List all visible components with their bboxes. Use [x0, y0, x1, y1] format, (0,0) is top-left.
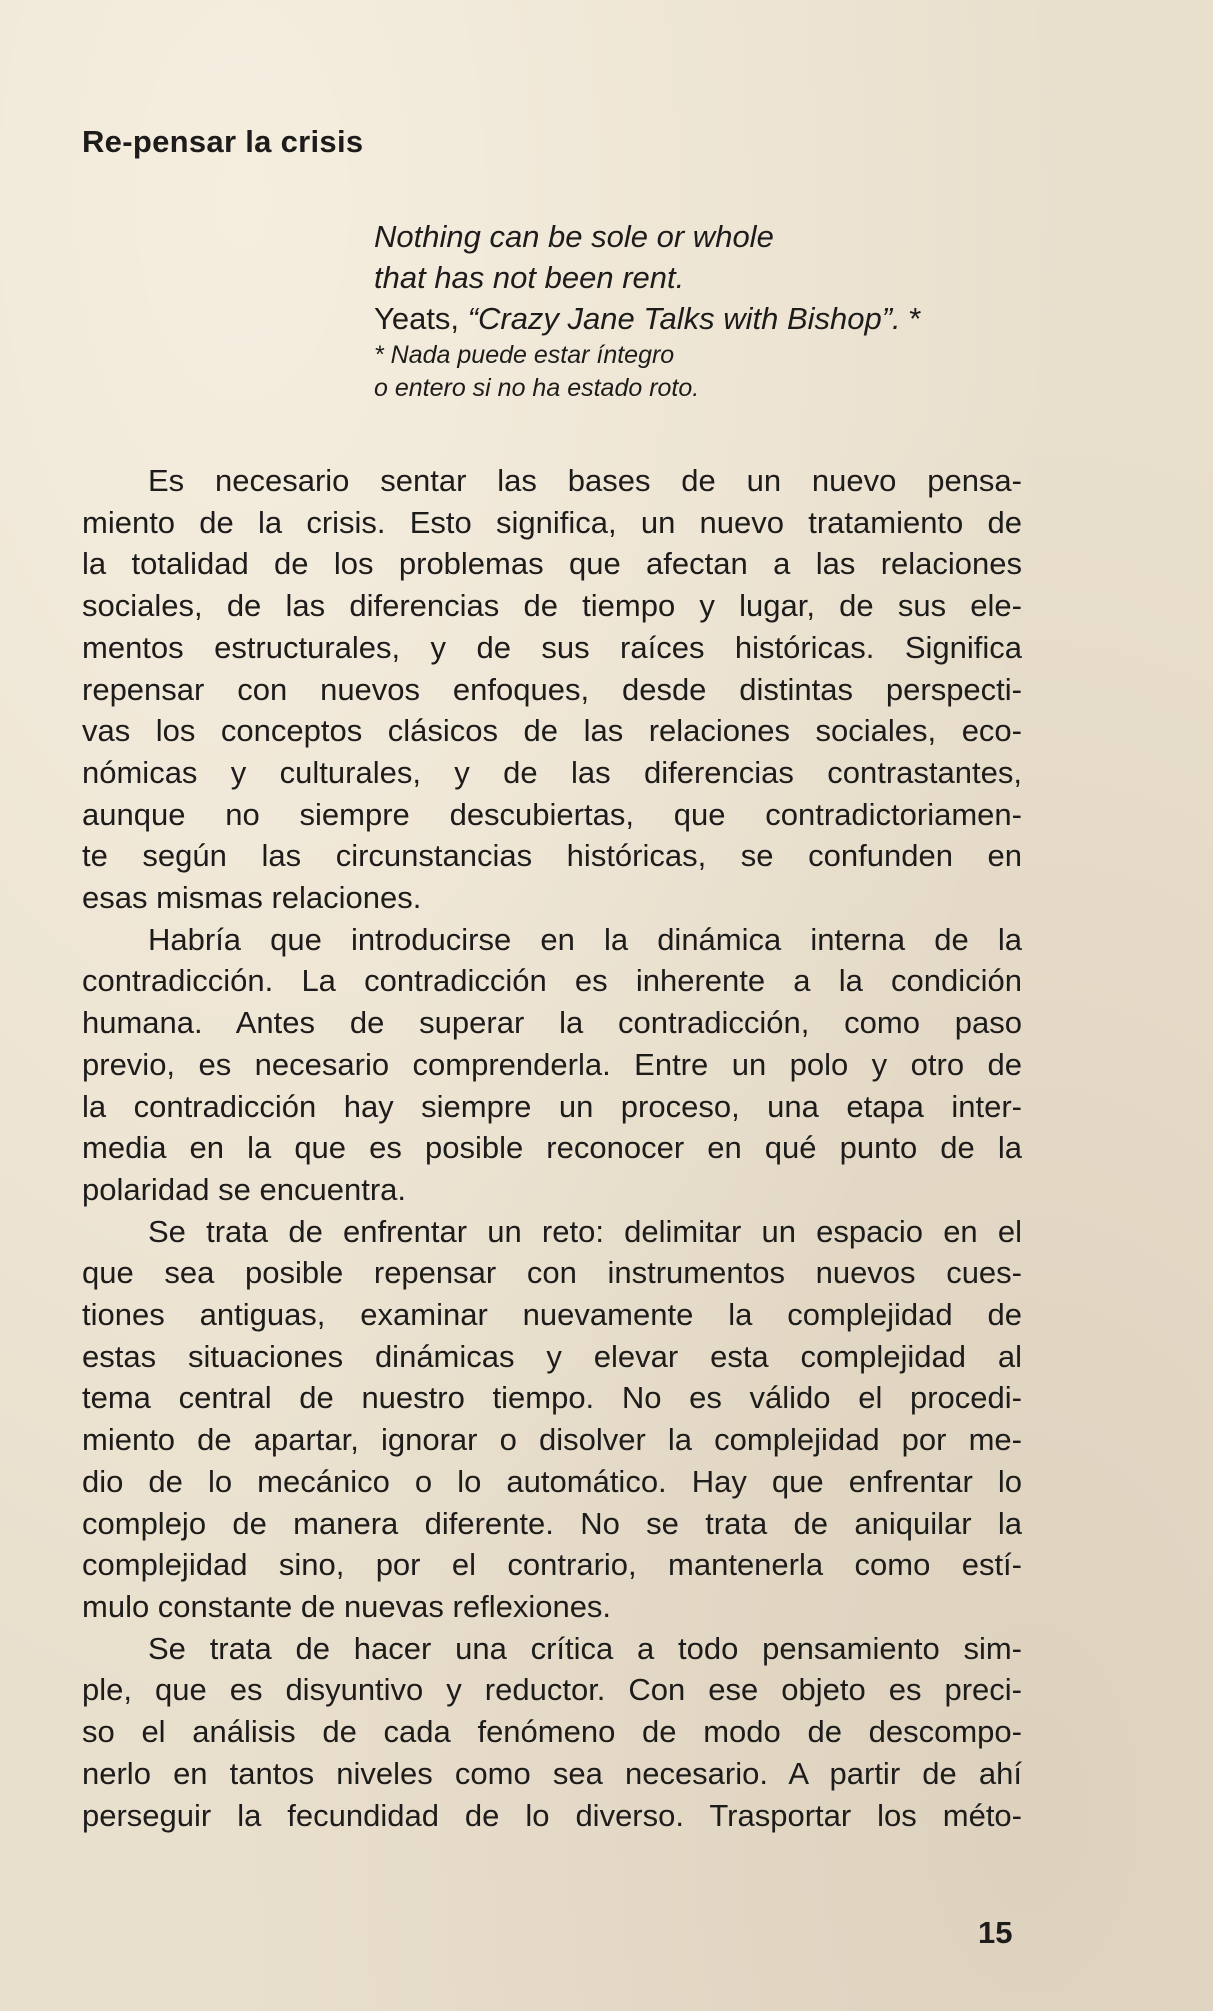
text-line: nerlo en tantos niveles como sea necesario. A partir de ahí: [82, 1755, 1022, 1791]
text-line: dio de lo mecánico o lo automático. Hay que enfrentar lo: [82, 1463, 1022, 1499]
text-line: vas los conceptos clásicos de las relaciones sociales, eco-: [82, 713, 1022, 749]
epigraph: [374, 216, 1094, 405]
text-line: mulo constante de nuevas reflexiones.: [82, 1588, 612, 1624]
text-line: media en la que es posible reconocer en qué punto de la: [82, 1130, 1022, 1166]
page-number: 15: [978, 1915, 1013, 1950]
text-line: contradicción. La contradicción es inherente a la condición: [82, 963, 1022, 999]
paragraph: [82, 1628, 1022, 1837]
text-line: la contradicción hay siempre un proceso, una etapa inter-: [82, 1088, 1022, 1124]
text-line: te según las circunstancias históricas, se confunden en: [82, 838, 1022, 874]
text-line: Habría que introducirse en la dinámica interna de la: [148, 921, 1022, 957]
attribution-title: “Crazy Jane Talks with Bishop”.: [467, 301, 901, 336]
epigraph-translation-line: o entero si no ha estado roto.: [374, 374, 700, 402]
text-line: Se trata de enfrentar un reto: delimitar un espacio en el: [148, 1213, 1022, 1249]
text-line: nómicas y culturales, y de las diferencias contrastantes,: [82, 754, 1022, 790]
text-line: sociales, de las diferencias de tiempo y lugar, de sus ele-: [82, 588, 1022, 624]
text-line: complejo de manera diferente. No se trata de aniquilar la: [82, 1505, 1022, 1541]
epigraph-attribution: [374, 298, 1094, 339]
text-line: mentos estructurales, y de sus raíces históricas. Significa: [82, 629, 1022, 665]
text-line: tema central de nuestro tiempo. No es válido el procedi-: [82, 1380, 1022, 1416]
section-title: Re-pensar la crisis: [82, 124, 364, 159]
text-line: miento de apartar, ignorar o disolver la complejidad por me-: [82, 1422, 1022, 1458]
text-line: complejidad sino, por el contrario, mantenerla como estí-: [82, 1547, 1022, 1583]
footnote-marker: *: [900, 301, 922, 336]
epigraph-line: that has not been rent.: [374, 260, 685, 295]
body-text: [82, 460, 1022, 1836]
text-line: ple, que es disyuntivo y reductor. Con ese objeto es preci-: [82, 1672, 1022, 1708]
attribution-author: Yeats,: [374, 301, 468, 336]
text-line: so el análisis de cada fenómeno de modo de descompo-: [82, 1714, 1022, 1750]
text-line: la totalidad de los problemas que afectan a las relaciones: [82, 546, 1022, 582]
epigraph-translation-line: * Nada puede estar íntegro: [374, 341, 675, 369]
text-line: perseguir la fecundidad de lo diverso. Trasportar los méto-: [82, 1797, 1022, 1833]
text-line: Es necesario sentar las bases de un nuevo pensa-: [148, 463, 1022, 498]
text-line: miento de la crisis. Esto significa, un nuevo tratamiento de: [82, 504, 1022, 540]
text-line: tiones antiguas, examinar nuevamente la complejidad de: [82, 1297, 1022, 1333]
paragraph: [82, 1211, 1022, 1628]
text-line: aunque no siempre descubiertas, que contradictoriamen-: [82, 796, 1022, 832]
paragraph: [82, 460, 1022, 919]
text-line: que sea posible repensar con instrumentos nuevos cues-: [82, 1255, 1022, 1291]
text-line: polaridad se encuentra.: [82, 1171, 407, 1207]
text-line: previo, es necesario comprenderla. Entre un polo y otro de: [82, 1046, 1022, 1082]
text-line: esas mismas relaciones.: [82, 880, 422, 916]
paragraph: [82, 919, 1022, 1211]
text-line: repensar con nuevos enfoques, desde distintas perspecti-: [82, 671, 1022, 707]
text-line: humana. Antes de superar la contradicción, como paso: [82, 1005, 1022, 1041]
epigraph-line: Nothing can be sole or whole: [374, 219, 774, 254]
text-line: Se trata de hacer una crítica a todo pensamiento sim-: [148, 1630, 1022, 1666]
text-line: estas situaciones dinámicas y elevar esta complejidad al: [82, 1338, 1022, 1374]
